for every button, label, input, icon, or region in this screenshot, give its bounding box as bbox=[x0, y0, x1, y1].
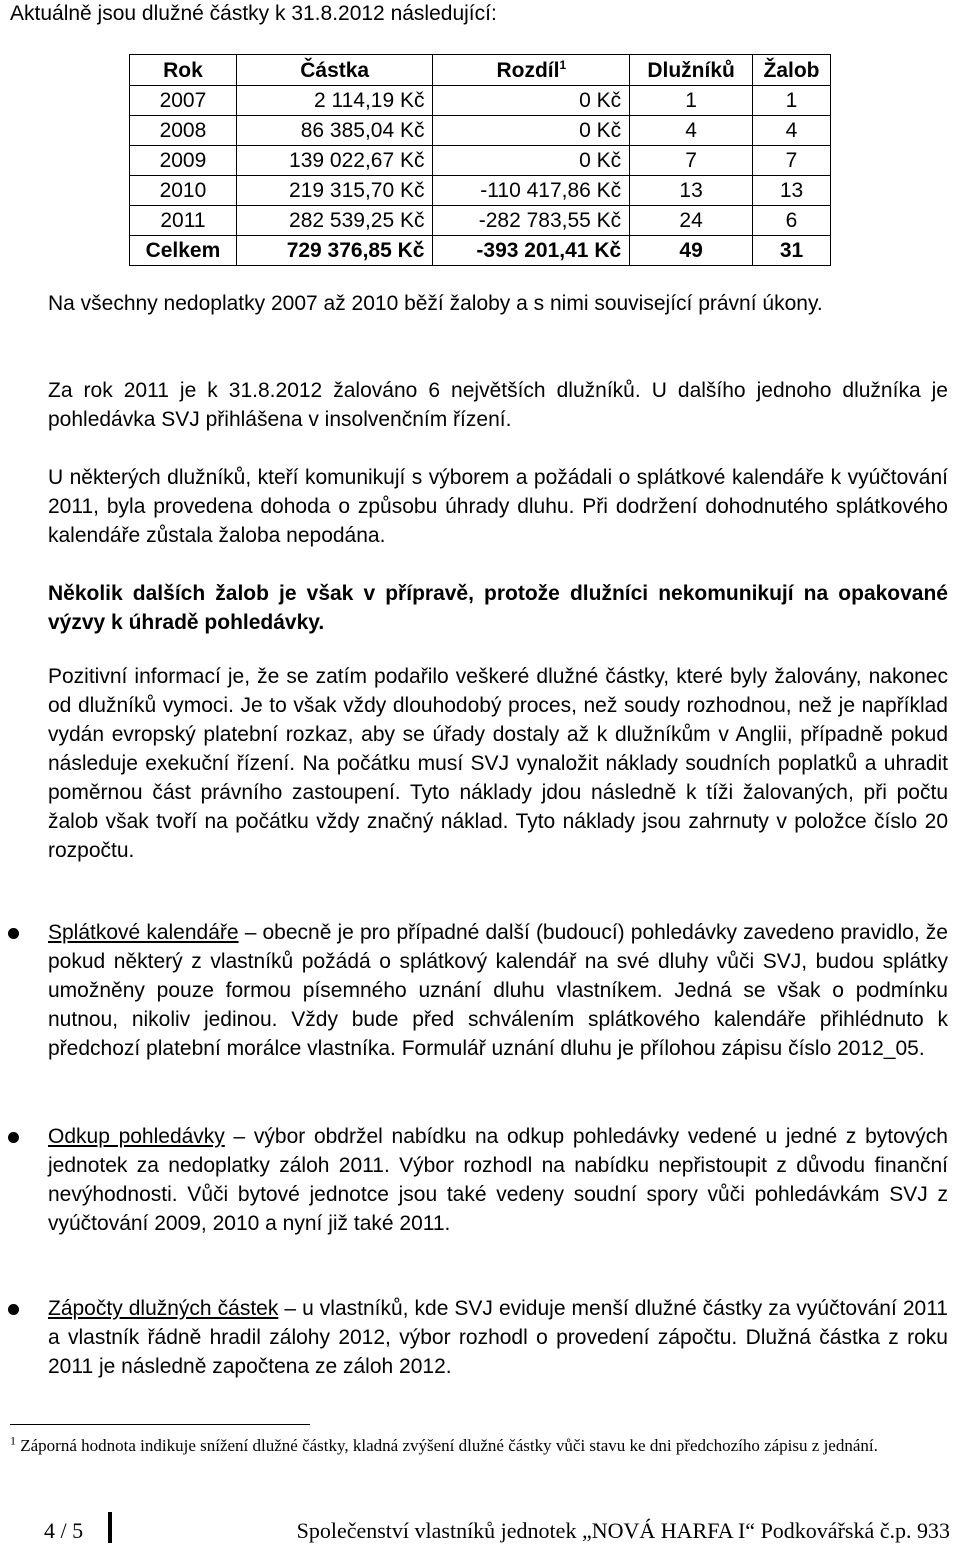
cell-amount: 219 315,70 Kč bbox=[236, 176, 433, 206]
cell-total-lawsuits: 31 bbox=[753, 236, 831, 266]
cell-year: 2011 bbox=[130, 206, 237, 236]
bullet-dash: – bbox=[244, 921, 257, 944]
paragraph-payment-agreements: U některých dlužníků, kteří komunikují s výborem a požádali o splátkové kalendáře k vyúčtování 2011, byla provedena dohoda o způsobu úhrady dluhu. Při dodržení dohodnutého splátkového kalendáře zůstala žaloba nepodána. bbox=[48, 466, 948, 547]
header-zalob: Žalob bbox=[753, 55, 831, 86]
table-header-row bbox=[130, 55, 831, 86]
cell-amount: 282 539,25 Kč bbox=[236, 206, 433, 236]
footnote-text: Záporná hodnota indikuje snížení dlužné částky, kladná zvýšení dlužné částky vůči stavu ke dni předchozího zápisu z jednání. bbox=[16, 1436, 878, 1455]
header-rozdil: Rozdíl$^1$ bbox=[433, 55, 630, 86]
table-row bbox=[130, 176, 831, 206]
bullet-text: výbor obdržel nabídku na odkup pohledávky vedené u jedné z bytových jednotek za nedoplatky záloh 2011. Výbor rozhodl na nabídku nepřistoupit z důvodu finanční nevýhodnosti. Vůči bytové jednotce jsou také vedeny soudní spory vůči pohledávkám SVJ z vyúčtování 2009, 2010 a nyní již také 2011. bbox=[48, 1125, 948, 1235]
footnote-mark: 1 bbox=[10, 1433, 16, 1448]
bullet-debt-purchase bbox=[48, 1122, 948, 1238]
cell-year: 2008 bbox=[130, 116, 237, 146]
cell-debtors: 13 bbox=[630, 176, 753, 206]
cell-difference: -110 417,86 Kč bbox=[433, 176, 630, 206]
header-castka: Částka bbox=[236, 55, 433, 86]
intro-text: Aktuálně jsou dlužné částky k 31.8.2012 následující: bbox=[10, 2, 497, 25]
cell-total-amount: 729 376,85 Kč bbox=[236, 236, 433, 266]
bullet-dot bbox=[8, 928, 19, 939]
cell-difference: 0 Kč bbox=[433, 116, 630, 146]
bullet-title: Splátkové kalendáře bbox=[48, 921, 239, 944]
cell-amount: 139 022,67 Kč bbox=[236, 146, 433, 176]
table-row bbox=[130, 116, 831, 146]
paragraph-lawsuits-2011: Za rok 2011 je k 31.8.2012 žalováno 6 největších dlužníků. U dalšího jednoho dlužníka je pohledávka SVJ přihlášena v insolvenčním řízení. bbox=[48, 379, 948, 431]
page-number: 4 / 5 bbox=[44, 1518, 84, 1543]
cell-total-difference: -393 201,41 Kč bbox=[433, 236, 630, 266]
bullet-text: obecně je pro případné další (budoucí) pohledávky zavedeno pravidlo, že pokud některý z vlastníků požádá o splátkový kalendář na své dluhy vůči SVJ, budou splátky umožněny pouze formou písemného uznání dluhu vlastníkem. Jedná se však o podmínku nutnou, nikoliv jedinou. Vždy bude před schválením splátkového kalendáře přihlédnuto k předchozí platební morálce vlastníka. Formulář uznání dluhu je přílohou zápisu číslo 2012_05. bbox=[48, 921, 948, 1060]
bullet-payment-calendars bbox=[48, 918, 948, 1063]
paragraph-lawsuits-2007-2010: Na všechny nedoplatky 2007 až 2010 běží žaloby a s nimi související právní úkony. bbox=[48, 292, 823, 315]
footnote-ref: 1 bbox=[559, 57, 567, 72]
cell-total-label: Celkem bbox=[130, 236, 237, 266]
cell-debtors: 4 bbox=[630, 116, 753, 146]
bullet-debt-offsets bbox=[48, 1294, 948, 1381]
footnote-separator bbox=[10, 1424, 310, 1425]
header-dluzniku: Dlužníků bbox=[630, 55, 753, 86]
cell-difference: 0 Kč bbox=[433, 146, 630, 176]
cell-debtors: 1 bbox=[630, 86, 753, 116]
paragraph-positive-info: Pozitivní informací je, že se zatím podařilo veškeré dlužné částky, které byly žalovány, nakonec od dlužníků vymoci. Je to však vždy dlouhodobý proces, než soudy rozhodnou, než je například vydán evropský platební rozkaz, aby se úřady dostaly až k dlužníkům v Anglii, případně pokud následuje exekuční řízení. Na počátku musí SVJ vynaložit náklady soudních poplatků a uhradit poměrnou část právního zastoupení. Tyto náklady jdou následně k tíži žalovaných, při počtu žalob však tvoří na počátku vždy značný náklad. Tyto náklady jsou zahrnuty v položce číslo 20 rozpočtu. bbox=[48, 665, 948, 862]
cell-lawsuits: 13 bbox=[753, 176, 831, 206]
cell-amount: 86 385,04 Kč bbox=[236, 116, 433, 146]
cell-difference: 0 Kč bbox=[433, 86, 630, 116]
table-row bbox=[130, 146, 831, 176]
cell-year: 2009 bbox=[130, 146, 237, 176]
footer-divider bbox=[108, 1512, 112, 1543]
bullet-dash: – bbox=[284, 1297, 297, 1320]
debts-table bbox=[129, 54, 831, 266]
cell-year: 2007 bbox=[130, 86, 237, 116]
header-rok: Rok bbox=[130, 55, 237, 86]
cell-year: 2010 bbox=[130, 176, 237, 206]
footnote bbox=[10, 1434, 940, 1457]
bullet-title: Zápočty dlužných částek bbox=[48, 1297, 279, 1320]
table-row bbox=[130, 206, 831, 236]
cell-debtors: 24 bbox=[630, 206, 753, 236]
bullet-dot bbox=[8, 1304, 19, 1315]
cell-debtors: 7 bbox=[630, 146, 753, 176]
footer-organization: Společenství vlastníků jednotek „NOVÁ HARFA I“ Podkovářská č.p. 933 bbox=[296, 1518, 950, 1543]
cell-total-debtors: 49 bbox=[630, 236, 753, 266]
table-total-row bbox=[130, 236, 831, 266]
cell-lawsuits: 4 bbox=[753, 116, 831, 146]
cell-difference: -282 783,55 Kč bbox=[433, 206, 630, 236]
cell-lawsuits: 7 bbox=[753, 146, 831, 176]
bullet-text: u vlastníků, kde SVJ eviduje menší dlužné částky za vyúčtování 2011 a vlastník řádně hradil zálohy 2012, výbor rozhodl o provedení zápočtu. Dlužná částka z roku 2011 je následně započtena ze záloh 2012. bbox=[48, 1297, 948, 1378]
bullet-title: Odkup pohledávky bbox=[48, 1125, 225, 1148]
cell-lawsuits: 6 bbox=[753, 206, 831, 236]
paragraph-prepared-lawsuits: Několik dalších žalob je však v přípravě, protože dlužníci nekomunikují na opakované výzvy k úhradě pohledávky. bbox=[48, 582, 948, 634]
cell-lawsuits: 1 bbox=[753, 86, 831, 116]
table-row bbox=[130, 86, 831, 116]
bullet-dash: – bbox=[233, 1125, 246, 1148]
cell-amount: 2 114,19 Kč bbox=[236, 86, 433, 116]
bullet-dot bbox=[8, 1132, 19, 1143]
